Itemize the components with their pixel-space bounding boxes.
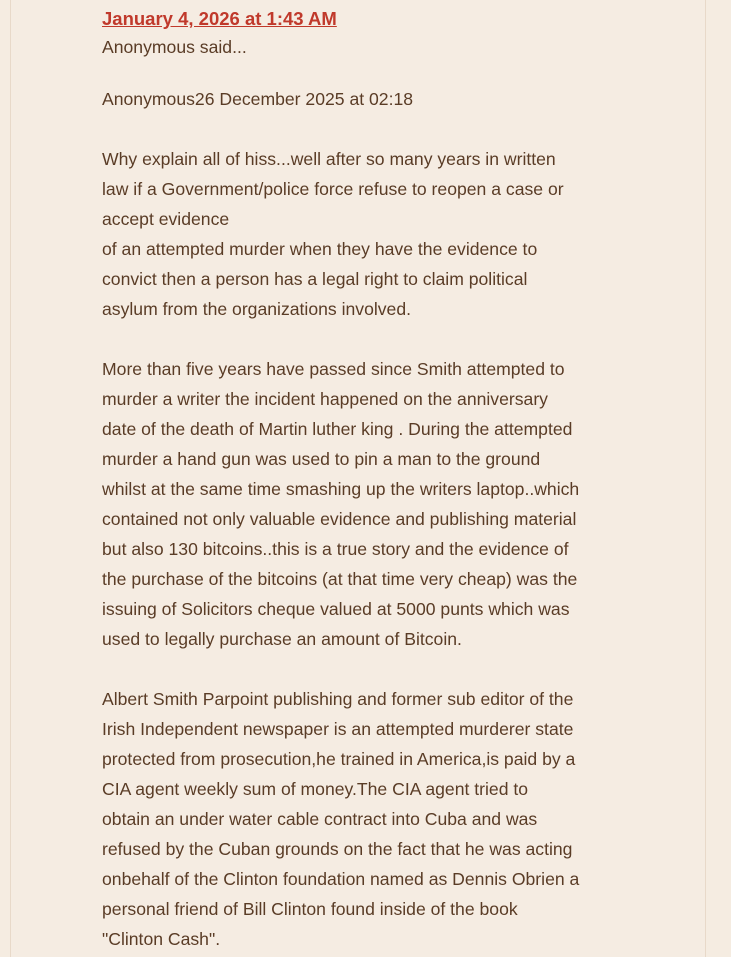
comment-paragraph-1: Why explain all of hiss...well after so many years in written law if a Government/police force refuse to reopen a case or accept evidence of an attempted murder when they have the evidence to convict then a person has a legal right to claim political asylum from the organizations involved. — [102, 149, 564, 319]
comment — [102, 4, 698, 954]
quoted-comment-header: Anonymous26 December 2025 at 02:18 — [102, 89, 414, 109]
comment-paragraph-2: More than five years have passed since Smith attempted to murder a writer the incident happened on the anniversary date of the death of Martin luther king . During the attempted murder a hand gun was used to pin a man to the ground whilst at the same time smashing up the writers laptop..which contained not only valuable evidence and publishing material but also 130 bitcoins..this is a true story and the evidence of the purchase of the bitcoins (at that time very cheap) was the issuing of Solicitors cheque valued at 5000 punts which was used to legally purchase an amount of Bitcoin. — [102, 359, 580, 649]
comment-paragraph-3: Albert Smith Parpoint publishing and former sub editor of the Irish Independent newspaper is an attempted murderer state protected from prosecution,he trained in America,is paid by a CIA agent weekly sum of money.The CIA agent tried to obtain an under water cable contract into Cuba and was refused by the Cuban grounds on the fact that he was acting onbehalf of the Clinton foundation named as Dennis Obrien a personal friend of Bill Clinton found inside of the book "Clinton Cash". — [102, 689, 580, 949]
comment-author: Anonymous said... — [102, 37, 247, 57]
comment-timestamp-link[interactable]: January 4, 2026 at 1:43 AM — [102, 8, 337, 29]
